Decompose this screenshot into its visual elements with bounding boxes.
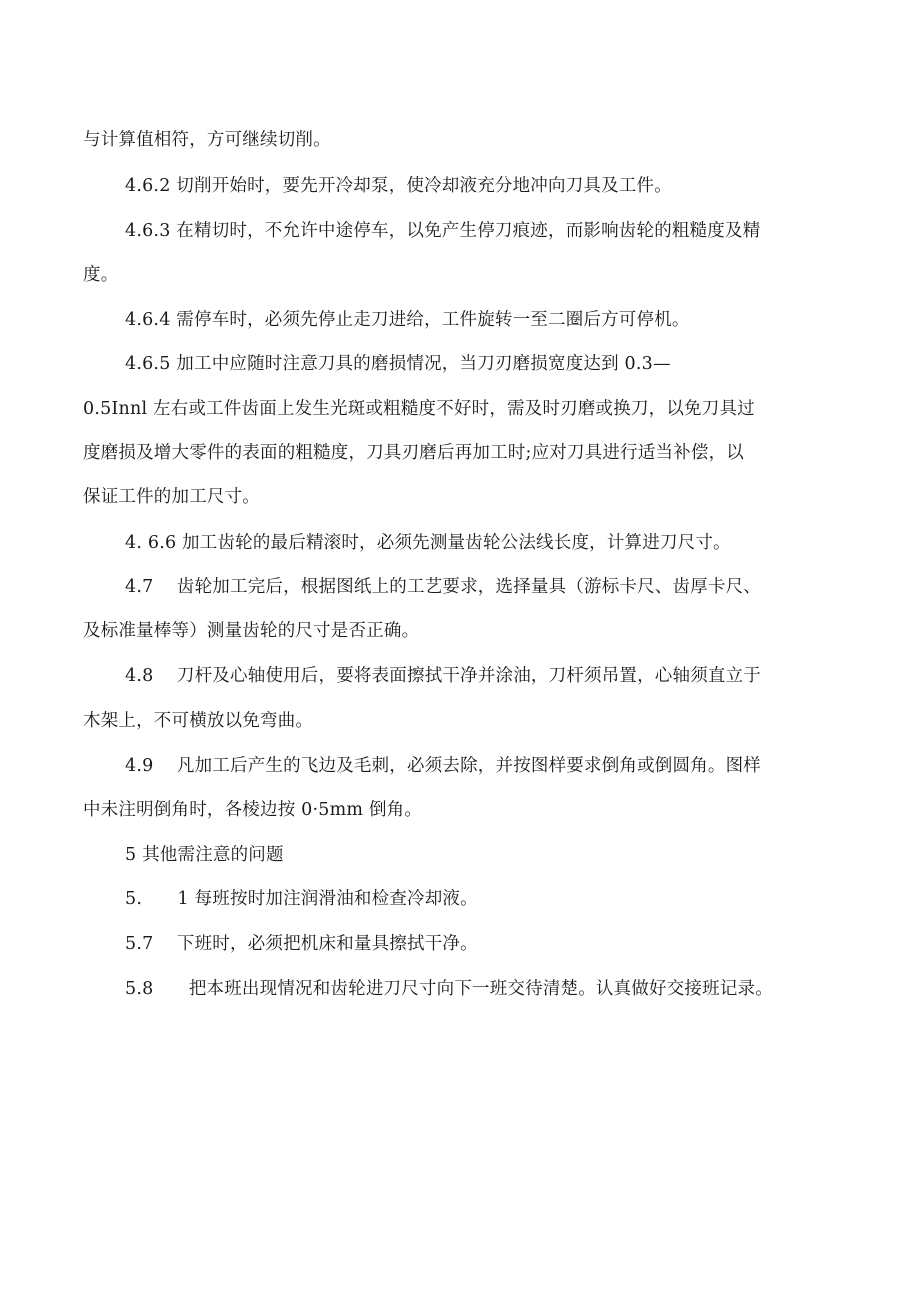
text-line: 4.7 齿轮加工完后，根据图纸上的工艺要求，选择量具（游标卡尺、齿厚卡尺、: [125, 577, 761, 597]
text-line: 4.6.3 在精切时，不允许中途停车，以免产生停刀痕迹，而影响齿轮的粗糙度及精: [125, 221, 761, 241]
text-line: 4.8 刀杆及心轴使用后，要将表面擦拭干净并涂油，刀杆须吊置，心轴须直立于: [125, 666, 761, 686]
text-line: 4.9 凡加工后产生的飞边及毛刺，必须去除，并按图样要求倒角或倒圆角。图样: [125, 756, 761, 776]
text-line: 4. 6.6 加工齿轮的最后精滚时，必须先测量齿轮公法线长度，计算进刀尺寸。: [125, 533, 731, 553]
text-line: 保证工件的加工尺寸。: [83, 487, 260, 507]
text-line: 度。: [83, 265, 119, 285]
text-line: 4.6.4 需停车时，必须先停止走刀进给，工件旋转一至二圈后方可停机。: [125, 310, 690, 330]
text-line: 0.5Innl 左右或工件齿面上发生光斑或粗糙度不好时，需及时刃磨或换刀，以免刀具过: [83, 399, 755, 419]
text-line: 及标准量棒等）测量齿轮的尺寸是否正确。: [83, 621, 420, 641]
text-line: 度磨损及增大零件的表面的粗糙度，刀具刃磨后再加工时;应对刀具进行适当补偿，以: [83, 443, 744, 463]
text-line: 4.6.5 加工中应随时注意刀具的磨损情况，当刀刃磨损宽度达到 0.3—: [125, 354, 671, 374]
text-line: 与计算值相符，方可继续切削。: [83, 130, 331, 150]
text-line: 5. 1 每班按时加注润滑油和检查冷却液。: [125, 889, 478, 909]
text-line: 4.6.2 切削开始时，要先开冷却泵，使冷却液充分地冲向刀具及工件。: [125, 176, 672, 196]
text-line: 木架上，不可横放以免弯曲。: [83, 711, 314, 731]
text-line: 5.7 下班时，必须把机床和量具擦拭干净。: [125, 934, 478, 954]
text-line: 中未注明倒角时，各棱边按 0·5mm 倒角。: [83, 800, 423, 820]
text-line: 5.8 把本班出现情况和齿轮进刀尺寸向下一班交待清楚。认真做好交接班记录。: [125, 979, 773, 999]
section-heading: 5 其他需注意的问题: [125, 845, 284, 865]
